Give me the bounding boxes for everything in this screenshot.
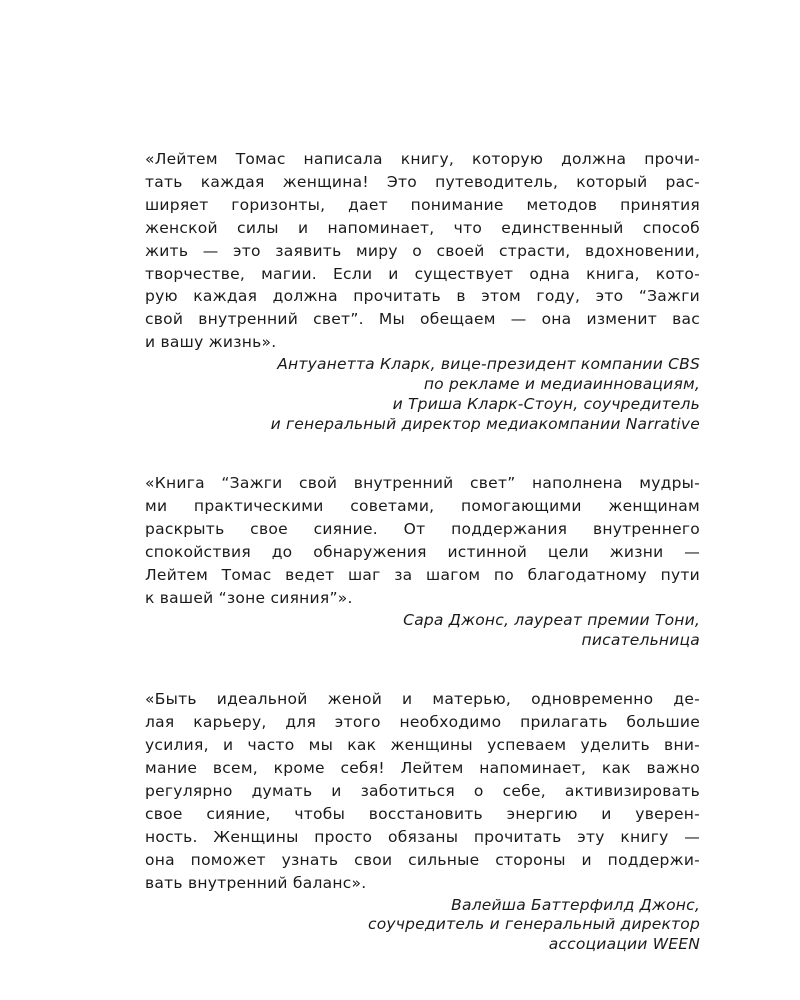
quote-text	[145, 148, 700, 354]
attribution-line: ассоциации WEEN	[548, 935, 700, 954]
quote-line: ширяет горизонты, дает понимание методов принятия	[145, 195, 700, 214]
attribution-line: Валейша Баттерфилд Джонс,	[451, 895, 700, 914]
quote-block	[145, 148, 700, 434]
quote-text	[145, 472, 700, 609]
quote-line: «Книга “Зажги свой внутренний свет” наполнена мудры-	[145, 474, 700, 493]
attribution-line: писательница	[581, 630, 700, 649]
quote-line: «Лейтем Томас написала книгу, которую должна прочи-	[145, 150, 700, 168]
quote-line: свое сияние, чтобы восстановить энергию и уверен-	[145, 804, 700, 823]
quote-line: творчестве, магии. Если и существует одна книга, кото-	[145, 264, 700, 283]
quote-line: жить — это заявить миру о своей страсти, вдохновении,	[145, 241, 700, 260]
attribution-line: и генеральный директор медиакомпании Narrative	[270, 414, 700, 433]
quote-line: «Быть идеальной женой и матерью, одновременно де-	[145, 690, 700, 709]
quote-line: спокойствия до обнаружения истинной цели жизни —	[145, 543, 700, 562]
quote-line: усилия, и часто мы как женщины успеваем уделить вни-	[145, 736, 700, 755]
attribution-line: Антуанетта Кларк, вице-президент компании CBS	[277, 355, 700, 374]
quote-line: тать каждая женщина! Это путеводитель, который рас-	[145, 172, 700, 191]
quote-text	[145, 688, 700, 894]
quote-line: лая карьеру, для этого необходимо прилагать большие	[145, 713, 700, 732]
quote-block	[145, 472, 700, 650]
quote-line: свой внутренний свет”. Мы обещаем — она изменит вас	[145, 310, 700, 329]
quote-line: раскрыть свое сияние. От поддержания внутреннего	[145, 520, 700, 539]
attribution-line: Сара Джонс, лауреат премии Тони,	[403, 610, 700, 629]
quote-line: вать внутренний баланс».	[145, 873, 367, 892]
quote-line: ность. Женщины просто обязаны прочитать эту книгу —	[145, 827, 700, 846]
quote-line: женской силы и напоминает, что единственный способ	[145, 218, 700, 237]
quote-line: рую каждая должна прочитать в этом году, это “Зажги	[145, 287, 700, 306]
quote-line: и вашу жизнь».	[145, 333, 277, 352]
quote-line: ми практическими советами, помогающими женщинам	[145, 497, 700, 516]
attribution-line: и Триша Кларк-Стоун, соучредитель	[392, 394, 700, 413]
book-page	[145, 148, 700, 955]
quote-line: к вашей “зоне сияния”».	[145, 588, 353, 607]
attribution-line: по рекламе и медиаинновациям,	[423, 374, 700, 393]
quote-block	[145, 688, 700, 955]
quote-line: она поможет узнать свои сильные стороны и поддержи-	[145, 850, 700, 869]
attribution-line: соучредитель и генеральный директор	[367, 915, 700, 934]
quote-line: регулярно думать и заботиться о себе, активизировать	[145, 782, 700, 800]
quote-attribution	[145, 355, 700, 434]
quote-attribution	[145, 896, 700, 955]
quote-attribution	[145, 611, 700, 651]
quote-line: мание всем, кроме себя! Лейтем напоминает, как важно	[145, 759, 700, 778]
quote-line: Лейтем Томас ведет шаг за шагом по благодатному пути	[145, 565, 700, 584]
